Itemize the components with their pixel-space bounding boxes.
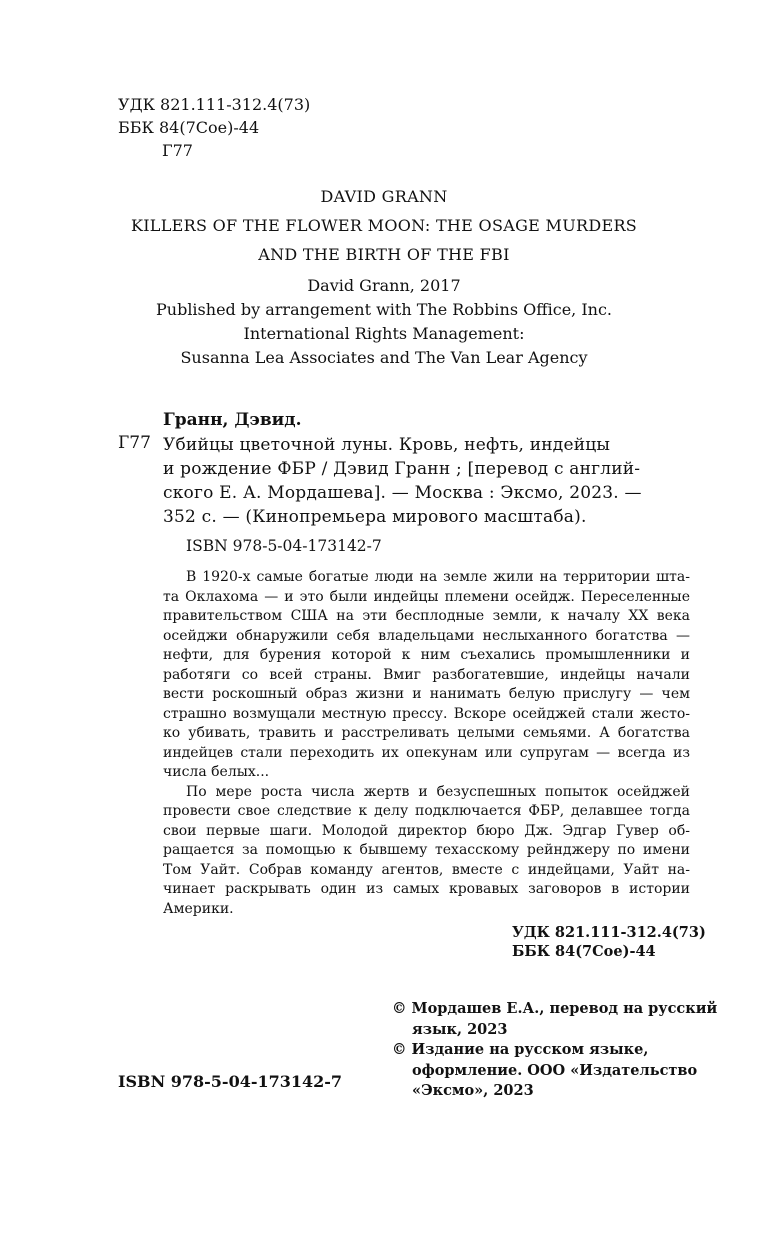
annotation-line: Америки. [163,900,234,917]
record-line: и рождение ФБР / Дэвид Гранн ; [перевод с англий- [163,459,641,479]
annotation-line: вести роскошный образ жизни и нанимать белую прислугу — чем [163,686,690,702]
copyright-line: «Эксмо», 2023 [412,1082,534,1099]
rights-block [0,274,768,370]
annotation-line: чинает раскрывать один из самых кровавых заговоров в истории [163,881,690,897]
annotation-line: индейцев стали переходить их опекунам или супругам — всегда из [163,744,690,761]
copyright-line: © Мордашев Е.А., перевод на русский [392,1000,718,1017]
original-author: DAVID GRANN [320,187,448,206]
rights-line-3: International Rights Management: [243,324,525,343]
bbk-code: ББК 84(7Сое)-44 [118,118,260,137]
copyright-block [392,999,717,1102]
annotation-line: провести свое следствие к делу подключается ФБР, делавшее тогда [163,803,690,819]
rights-line-1: David Grann, 2017 [307,276,461,295]
udk-code-repeat: УДК 821.111-312.4(73) [512,924,706,941]
record-line: ского Е. А. Мордашева]. — Москва : Эксмо, 2023. — [163,483,642,503]
annotation-line: правительством США на эти бесплодные земли, к началу XX века [163,608,690,624]
author-mark: Г77 [162,141,193,160]
rights-line-4: Susanna Lea Associates and The Van Lear Agency [180,348,588,367]
annotation [163,568,690,919]
record-isbn: ISBN 978-5-04-173142-7 [186,537,382,555]
annotation-line: По мере роста числа жертв и безуспешных попыток осейджей [186,783,690,800]
rights-line-2: Published by arrangement with The Robbins Office, Inc. [156,300,612,319]
annotation-line: осейджи обнаружили себя владельцами неслыханного богатства — [163,627,690,644]
index-codes-repeat [512,923,706,961]
record-code: Г77 [118,433,151,453]
copyright-line: язык, 2023 [412,1020,508,1038]
original-title-line-1: KILLERS OF THE FLOWER MOON: THE OSAGE MURDERS [130,216,638,235]
annotation-line: ращается за помощью к бывшему техасскому рейнджеру по имени [163,842,690,858]
annotation-line: свои первые шаги. Молодой директор бюро Дж. Эдгар Гувер об- [163,822,690,839]
annotation-line: Том Уайт. Собрав команду агентов, вместе с индейцами, Уайт на- [163,861,690,878]
original-title-block [0,182,768,269]
annotation-line: нефти, для бурения которой к ним съехались промышленники и [163,647,690,663]
annotation-line: страшно возмущали местную прессу. Вскоре осейджей стали жесто- [163,705,690,722]
record-author: Гранн, Дэвид. [163,410,302,430]
annotation-line: та Оклахома — и это были индейцы племени осейдж. Переселенные [163,588,690,605]
annotation-line: работяги со всей страны. Вмиг разбогатевшие, индейцы начали [163,666,690,683]
annotation-line: ко убивать, травить и расстреливать целыми семьями. А богатства [163,725,690,741]
bbk-code-repeat: ББК 84(7Сое)-44 [512,943,656,960]
udk-code: УДК 821.111-312.4(73) [118,95,311,114]
isbn-bottom: ISBN 978-5-04-173142-7 [118,1072,343,1091]
annotation-line: числа белых... [163,764,270,780]
record-line: 352 с. — (Кинопремьера мирового масштаба). [163,507,587,527]
record-line: Убийцы цветочной луны. Кровь, нефть, индейцы [163,435,611,455]
copyright-line: © Издание на русском языке, [392,1041,649,1058]
record-description [163,433,642,529]
annotation-line: В 1920-х самые богатые люди на земле жили на территории шта- [186,569,690,585]
original-title-line-2: AND THE BIRTH OF THE FBI [258,245,510,264]
catalog-codes [118,93,310,162]
copyright-line: оформление. ООО «Издательство [412,1061,698,1079]
